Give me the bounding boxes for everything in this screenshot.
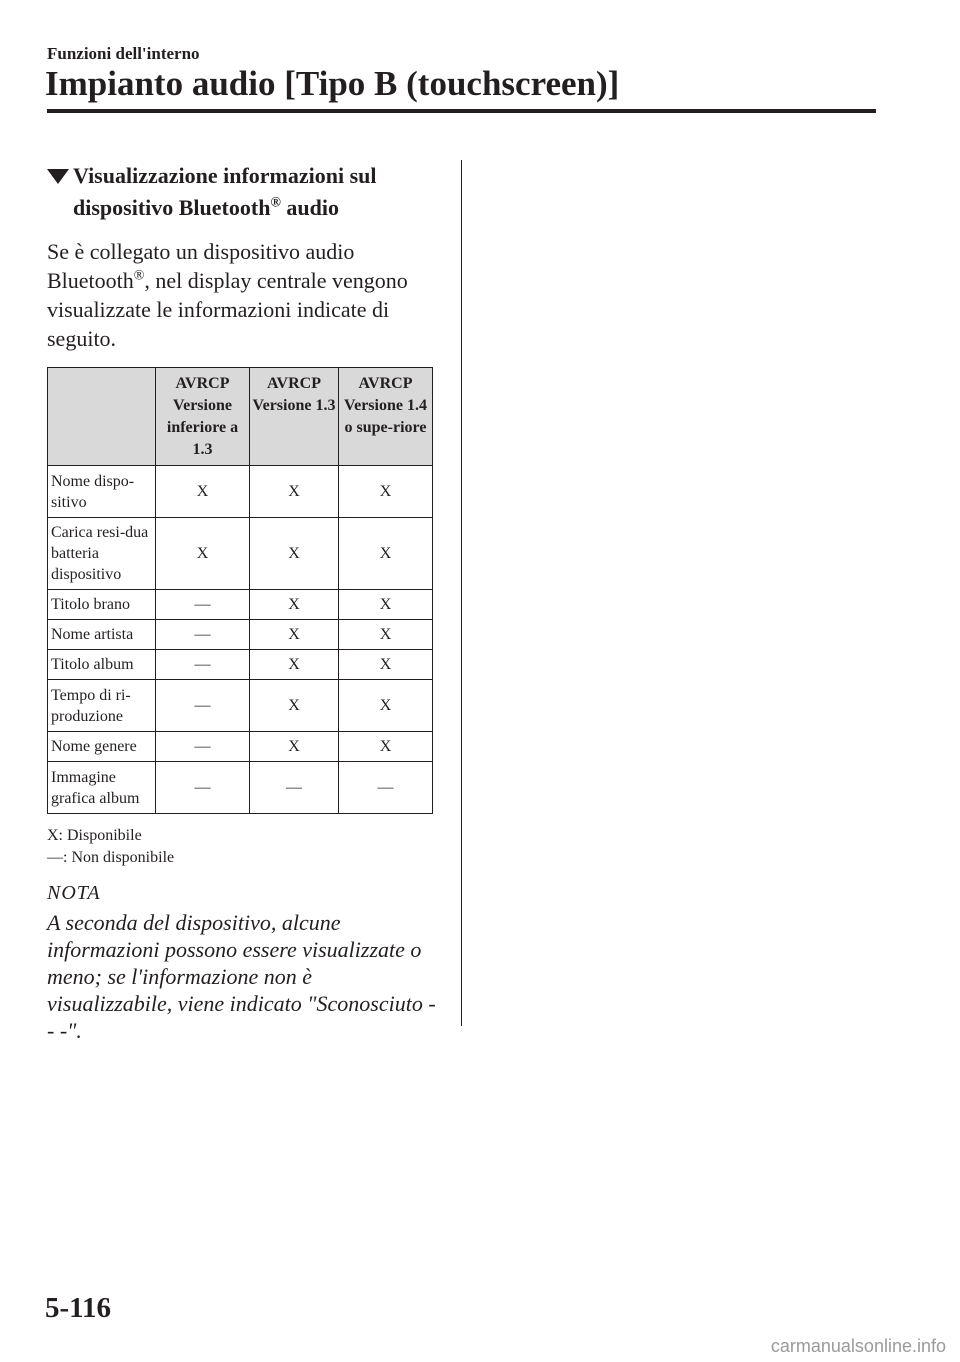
heading-line-2-end: audio <box>280 195 339 220</box>
table-legend <box>47 825 437 869</box>
row-label: Nome genere <box>48 732 156 762</box>
table-cell: X <box>250 732 339 762</box>
table-cell: X <box>339 650 433 680</box>
row-label: Titolo album <box>48 650 156 680</box>
table-cell: — <box>156 590 250 620</box>
note-text: A seconda del dispositivo, alcune informazioni possono essere visualizzate o meno; se l'informazione non è visualizzabile, viene indicato "Sconosciuto - - -". <box>47 910 436 1043</box>
table-row <box>48 620 433 650</box>
table-header-row <box>48 368 433 466</box>
intro-paragraph <box>47 237 437 353</box>
table-cell: X <box>250 518 339 590</box>
intro-text-start: Se è collegato un dispositivo audio Bluetooth <box>47 239 355 293</box>
table-row <box>48 590 433 620</box>
row-label: Immagine grafica album <box>48 762 156 814</box>
subsection-heading <box>47 160 437 224</box>
header-avrcp-1-4-plus: AVRCP Versione 1.4 o supe-riore <box>339 368 433 466</box>
table-cell: X <box>339 732 433 762</box>
table-row <box>48 466 433 518</box>
section-label: Funzioni dell'interno <box>47 44 200 63</box>
avrcp-info-table <box>47 367 433 814</box>
column-divider <box>461 160 462 1026</box>
row-label: Tempo di ri-produzione <box>48 680 156 732</box>
table-cell: X <box>250 466 339 518</box>
row-label: Nome dispo-sitivo <box>48 466 156 518</box>
table-row <box>48 650 433 680</box>
table-cell: X <box>339 590 433 620</box>
table-cell: — <box>156 650 250 680</box>
table-cell: X <box>339 620 433 650</box>
table-row <box>48 762 433 814</box>
table-cell: — <box>156 762 250 814</box>
table-cell: — <box>156 732 250 762</box>
intro-text-end: , nel display centrale vengono visualizzate le informazioni indicate di seguito. <box>47 268 408 351</box>
page-title: Impianto audio [Tipo B (touchscreen)] <box>45 64 620 103</box>
heading-registered-mark: ® <box>270 195 281 211</box>
row-label: Carica resi-dua batteria dispositivo <box>48 518 156 590</box>
table-cell: X <box>250 650 339 680</box>
row-label: Titolo brano <box>48 590 156 620</box>
table-cell: X <box>250 680 339 732</box>
table-cell: X <box>339 466 433 518</box>
page-number: 5-116 <box>45 1292 112 1324</box>
legend-available: X: Disponibile <box>47 827 142 844</box>
table-row <box>48 732 433 762</box>
watermark: carmanualsonline.info <box>770 1336 946 1356</box>
heading-line-1: Visualizzazione informazioni sul <box>73 163 377 188</box>
table-cell: — <box>156 680 250 732</box>
table-cell: — <box>339 762 433 814</box>
table-row <box>48 680 433 732</box>
table-cell: — <box>156 620 250 650</box>
heading-line-2: dispositivo Bluetooth <box>73 195 271 220</box>
header-empty-cell <box>48 368 156 466</box>
title-rule <box>47 109 876 113</box>
table-cell: X <box>156 466 250 518</box>
table-cell: — <box>250 762 339 814</box>
header-avrcp-1-3: AVRCP Versione 1.3 <box>250 368 339 466</box>
row-label: Nome artista <box>48 620 156 650</box>
table-cell: X <box>250 620 339 650</box>
header-avrcp-below-1-3: AVRCP Versione inferiore a 1.3 <box>156 368 250 466</box>
table-row <box>48 518 433 590</box>
intro-registered-mark: ® <box>133 268 145 284</box>
content-column <box>47 160 437 1044</box>
table-cell: X <box>339 518 433 590</box>
note-title: NOTA <box>47 882 101 904</box>
legend-unavailable: —: Non disponibile <box>47 849 175 866</box>
table-cell: X <box>339 680 433 732</box>
table-cell: X <box>250 590 339 620</box>
triangle-bullet-icon <box>47 169 69 184</box>
table-cell: X <box>156 518 250 590</box>
